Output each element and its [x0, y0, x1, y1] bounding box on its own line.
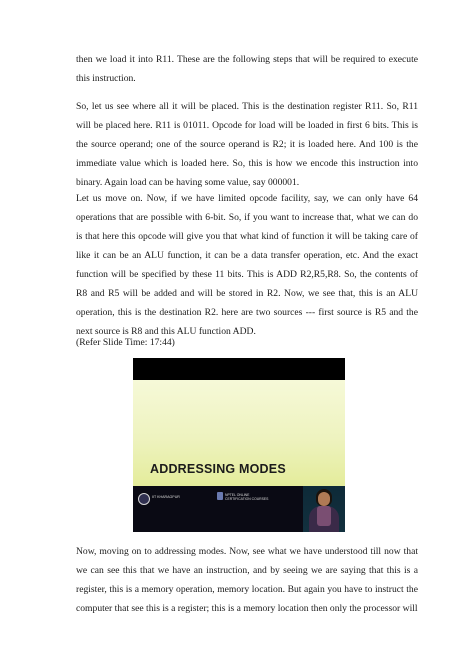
paragraph-4: Now, moving on to addressing modes. Now, see what we have understood till now that we can see this that we have an instruction, and by seeing we are saying that this is a register, this is a memory operation, memory location. But again you have to instruct the computer that see this is a register; this is a memory location then only the processor will — [76, 546, 418, 614]
paragraph-1: then we load it into R11. These are the following steps that will be required to execute this instruction. — [76, 54, 418, 84]
speaker-video-thumbnail — [303, 486, 345, 532]
footer-course-line1: NPTEL ONLINE — [225, 493, 250, 497]
speaker-face — [318, 492, 330, 506]
speaker-scarf — [317, 506, 331, 526]
paragraph-3: Let us move on. Now, if we have limited opcode facility, say, we can only have 64 operations that are possible with 6-bit. So, if you want to increase that, what we can do is that here this opcode will give you that what kind of function it will be taking care of like it can be an ALU function, it can be a data transfer operation, etc. And the exact function will be specified by these 11 bits. This is ADD R2,R5,R8. So, the contents of R8 and R5 will be added and will be stored in R2. Now, we see that, this is an ALU operation, this is the destination R2. here are two sources --- first source is R5 and the next source is R8 and this ALU function ADD. — [76, 193, 418, 337]
institute-logo-icon — [138, 493, 150, 505]
footer-course — [225, 493, 269, 502]
slide-title: ADDRESSING MODES — [150, 462, 286, 476]
footer-course-line2: CERTIFICATION COURSES — [225, 497, 269, 502]
paragraph-2: So, let us see where all it will be placed. This is the destination register R11. So, R11 will be placed here. R11 is 01011. Opcode for load will be loaded in first 6 bits. This is the source operand; one of the source operand is R2; it is loaded here. And 100 is the immediate value which is loaded here. So, this is how we encode this instruction into binary. Again load can be having some value, say 000001. — [76, 101, 418, 188]
slide-top-band — [133, 358, 345, 380]
lecture-slide-image — [133, 358, 345, 532]
slide-time-reference: (Refer Slide Time: 17:44) — [76, 337, 175, 348]
nptel-emblem-icon — [217, 492, 223, 500]
footer-institute: IIT KHARAGPUR — [152, 495, 180, 499]
